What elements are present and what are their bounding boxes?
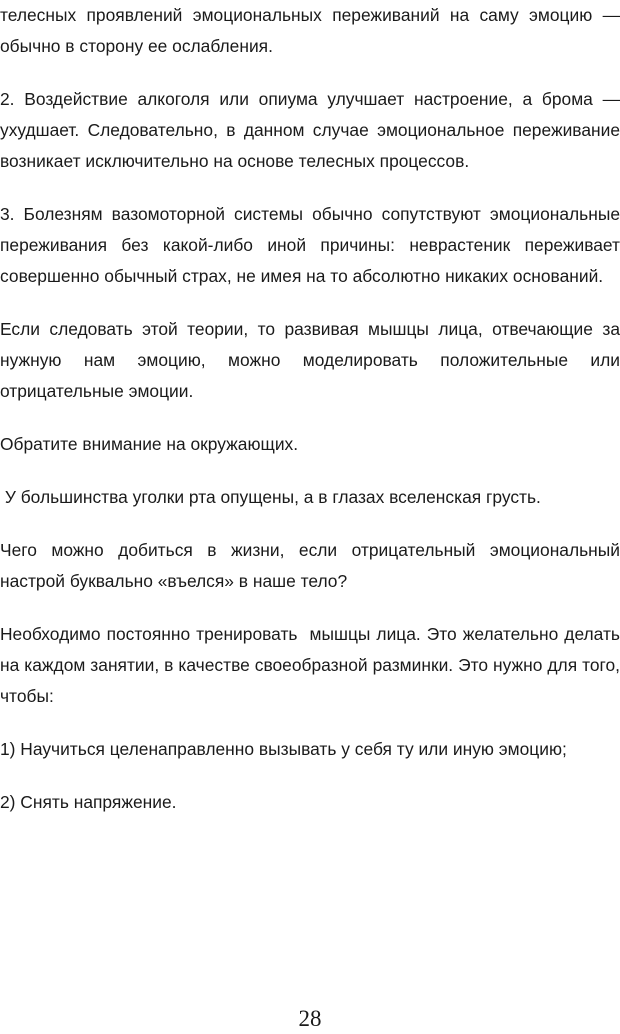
paragraph-6: У большинства уголки рта опущены, а в глазах вселенская грусть.	[0, 487, 541, 507]
paragraph-10: 2) Снять напряжение.	[0, 792, 177, 812]
paragraph-2: 2. Воздействие алкоголя или опиума улучшает настроение, а брома — ухудшает. Следовательно, в данном случае эмоциональное переживание возникает исключительно на основе телесных процессов.	[0, 89, 620, 171]
paragraph-3: 3. Болезням вазомоторной системы обычно сопутствуют эмоциональные переживания без какой-либо иной причины: неврастеник переживает совершенно обычный страх, не имея на то абсолютно никаких оснований.	[0, 204, 620, 286]
paragraph-5: Обратите внимание на окружающих.	[0, 434, 299, 454]
paragraph-4: Если следовать этой теории, то развивая мышцы лица, отвечающие за нужную нам эмоцию, можно моделировать положительные или отрицательные эмоции.	[0, 319, 620, 401]
page-number: 28	[298, 1006, 322, 1031]
paragraph-1: телесных проявлений эмоциональных переживаний на саму эмоцию — обычно в сторону ее ослабления.	[0, 5, 620, 56]
paragraph-8: Необходимо постоянно тренировать мышцы лица. Это желательно делать на каждом занятии, в качестве своеобразной разминки. Это нужно для того, чтобы:	[0, 624, 620, 706]
paragraph-7: Чего можно добиться в жизни, если отрицательный эмоциональный настрой буквально «въелся» в наше тело?	[0, 540, 620, 591]
paragraph-9: 1) Научиться целенаправленно вызывать у себя ту или иную эмоцию;	[0, 739, 567, 759]
